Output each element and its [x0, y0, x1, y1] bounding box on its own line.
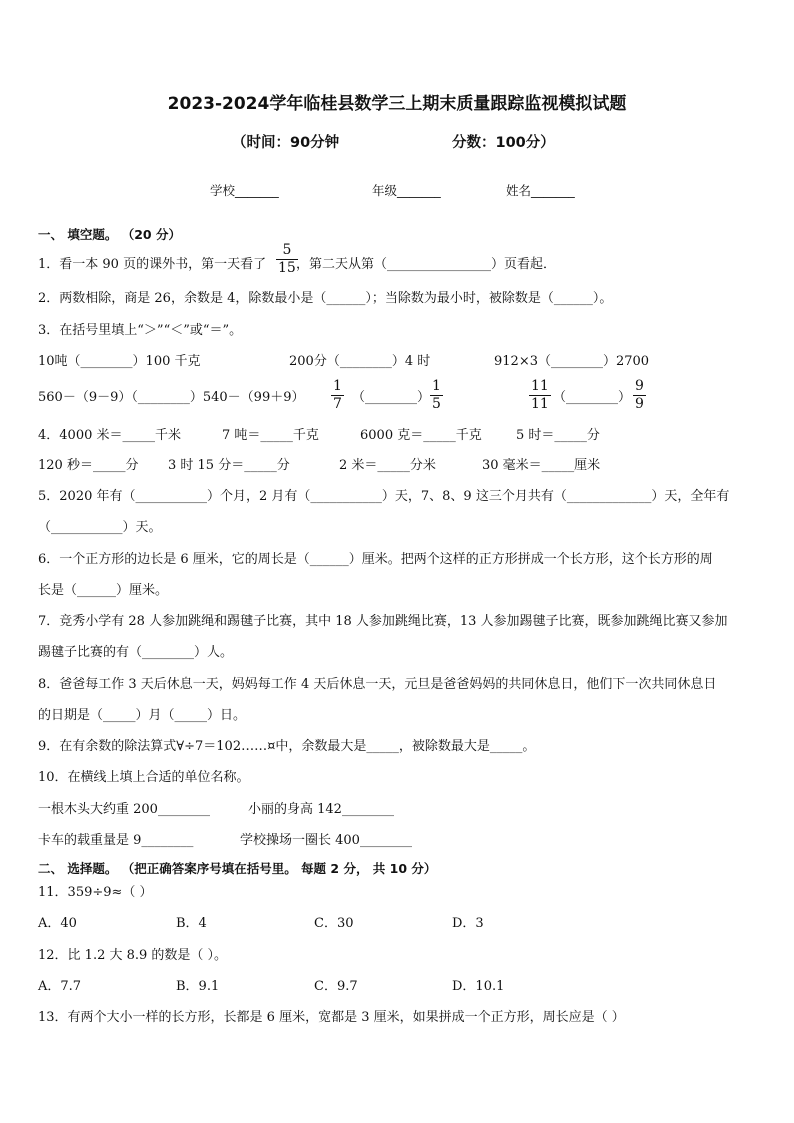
fraction-numerator: 9: [635, 378, 644, 394]
question-12-option-a: A．7.7: [38, 979, 82, 994]
section-2-heading: 二、 选择题。 （把正确答案序号填在括号里。 每题 2 分， 共 10 分）: [38, 861, 437, 876]
fraction-denominator: 9: [635, 396, 644, 412]
school-field: 学校_______: [210, 183, 279, 198]
question-10-item-1: 一根木头大约重 200________: [38, 802, 210, 817]
question-4-item-4: 5 时＝_____分: [516, 428, 600, 443]
question-4-item-2: 7 吨＝_____千克: [222, 428, 319, 443]
grade-field: 年级_______: [372, 183, 441, 198]
question-10-item-4: 学校操场一圈长 400________: [240, 833, 412, 848]
question-13: 13．有两个大小一样的长方形，长都是 6 厘米，宽都是 3 厘米，如果拼成一个正方形，周长应是（ ）: [38, 1010, 625, 1025]
question-10: 10．在横线上填上合适的单位名称。: [38, 770, 250, 785]
fraction-denominator: 15: [278, 260, 296, 276]
question-4-item-3: 6000 克＝_____千克: [360, 428, 482, 443]
section-1-heading: 一、 填空题。 （20 分）: [38, 227, 181, 242]
question-3-item-2: 200分（________）4 时: [289, 354, 431, 369]
question-3-fraction-4: [633, 378, 646, 413]
question-7-line-2: 踢毽子比赛的有（________）人。: [38, 645, 234, 660]
question-9: 9．在有余数的除法算式∀÷7＝102……¤中，余数最大是_____，被除数最大是_____。: [38, 739, 536, 754]
question-3-fraction-1: [331, 378, 344, 413]
question-7-line-1: 7．竞秀小学有 28 人参加跳绳和踢毽子比赛，其中 18 人参加跳绳比赛，13 人参加踢毽子比赛，既参加跳绳比赛又参加: [38, 614, 728, 629]
fraction-numerator: 1: [432, 378, 441, 394]
question-4-item-7: 2 米＝_____分米: [339, 458, 436, 473]
question-11-option-a: A．40: [38, 916, 77, 931]
question-4-item-1: 4．4000 米＝_____千米: [38, 428, 181, 443]
question-3: 3．在括号里填上“＞”“＜”或“＝”。: [38, 323, 243, 338]
question-12-option-c: C．9.7: [314, 979, 358, 994]
question-11-option-b: B．4: [176, 916, 207, 931]
fraction-numerator: 5: [282, 242, 292, 258]
fraction-denominator: 5: [432, 396, 441, 412]
question-1-fraction: [276, 242, 298, 277]
question-12-option-d: D．10.1: [452, 979, 505, 994]
question-4-item-6: 3 时 15 分＝_____分: [168, 458, 290, 473]
question-1-part-b: ，第二天从第（________________）页看起．: [296, 257, 557, 272]
question-5-line-2: （___________）天。: [38, 520, 162, 535]
name-field: 姓名_______: [506, 183, 575, 198]
question-12: 12．比 1.2 大 8.9 的数是（ ）。: [38, 948, 228, 963]
question-3-fraction-3: [529, 378, 551, 413]
question-11: 11．359÷9≈（ ）: [38, 885, 153, 900]
question-3-item-4: 560－（9－9）（________）540－（99＋9）: [38, 390, 305, 405]
question-3-fraction-2: [430, 378, 443, 413]
question-10-item-2: 小丽的身高 142________: [248, 802, 394, 817]
question-5-line-1: 5．2020 年有（___________）个月，2 月有（___________）天，7、8、9 这三个月共有（_____________）天，全年有: [38, 489, 730, 504]
question-11-option-c: C．30: [314, 916, 354, 931]
question-3-item-1: 10吨（________）100 千克: [38, 354, 201, 369]
fraction-denominator: 11: [531, 396, 549, 412]
question-12-option-b: B．9.1: [176, 979, 220, 994]
exam-time: （时间：90分钟: [232, 135, 340, 151]
fraction-numerator: 11: [531, 378, 549, 394]
question-11-option-d: D．3: [452, 916, 484, 931]
question-3-item-3: 912×3（________）2700: [494, 354, 650, 369]
question-3-item-6-blank: （________）: [553, 390, 632, 405]
question-10-item-3: 卡车的载重量是 9________: [38, 833, 194, 848]
question-8-line-2: 的日期是（_____）月（_____）日。: [38, 708, 247, 723]
exam-score: 分数：100分）: [452, 135, 555, 151]
question-4-item-5: 120 秒＝_____分: [38, 458, 139, 473]
question-2: 2．两数相除，商是 26，余数是 4，除数最小是（______）；当除数为最小时，被除数是（______）。: [38, 291, 613, 306]
question-3-item-5-blank: （________）: [352, 390, 431, 405]
question-1-part-a: 1．看一本 90 页的课外书，第一天看了: [38, 257, 267, 272]
question-4-item-8: 30 毫米＝_____厘米: [482, 458, 601, 473]
exam-title: 2023-2024学年临桂县数学三上期末质量跟踪监视模拟试题: [167, 94, 627, 114]
fraction-denominator: 7: [333, 396, 342, 412]
fraction-numerator: 1: [333, 378, 342, 394]
question-6-line-1: 6．一个正方形的边长是 6 厘米，它的周长是（______）厘米。把两个这样的正方形拼成一个长方形，这个长方形的周: [38, 552, 713, 567]
question-6-line-2: 长是（______）厘米。: [38, 583, 169, 598]
question-8-line-1: 8．爸爸每工作 3 天后休息一天，妈妈每工作 4 天后休息一天，元旦是爸爸妈妈的共同休息日，他们下一次共同休息日: [38, 677, 717, 692]
